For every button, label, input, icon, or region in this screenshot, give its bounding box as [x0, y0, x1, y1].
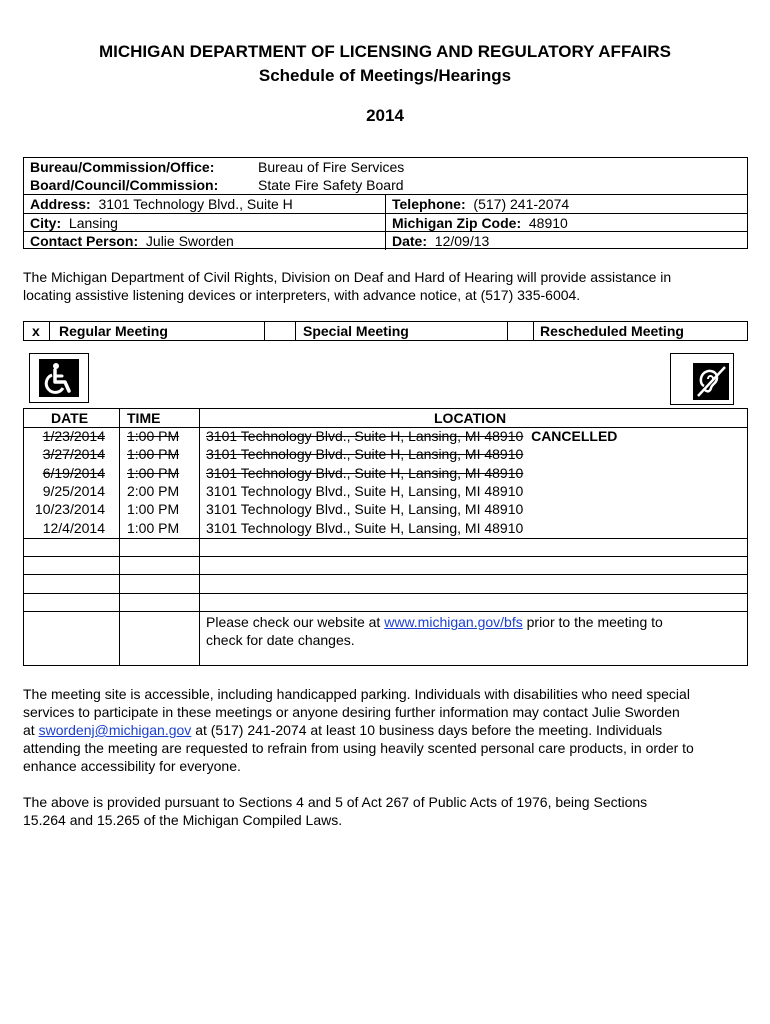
row-time: 1:00 PM	[127, 520, 180, 536]
address-value: 3101 Technology Blvd., Suite H	[98, 196, 293, 212]
board-label: Board/Council/Commission:	[30, 177, 219, 193]
row-date: 10/23/2014	[34, 501, 105, 517]
access-line: enhance accessibility for everyone.	[23, 758, 241, 774]
row-time: 2:00 PM	[127, 483, 180, 499]
notice-line: The Michigan Department of Civil Rights, Division on Deaf and Hard of Hearing will provide assistance in	[23, 269, 672, 285]
row-time: 1:00 PM	[127, 501, 180, 517]
row-location: 3101 Technology Blvd., Suite H, Lansing, MI 48910	[206, 428, 524, 444]
row-date: 6/19/2014	[42, 465, 105, 481]
bfs-website-link[interactable]: www.michigan.gov/bfs	[384, 614, 523, 630]
wheelchair-icon	[29, 353, 89, 403]
city-label: City:	[30, 215, 62, 231]
legal-paragraph	[23, 793, 748, 829]
access-line: services to participate in these meetings or anyone desiring further information may contact Julie Sworden	[23, 704, 680, 720]
row-time: 1:00 PM	[127, 465, 180, 481]
agency-info-box	[23, 157, 748, 249]
website-note-line2: check for date changes.	[206, 632, 355, 648]
row-date: 9/25/2014	[42, 483, 105, 499]
bureau-value: Bureau of Fire Services	[258, 159, 405, 175]
row-location: 3101 Technology Blvd., Suite H, Lansing, MI 48910	[206, 501, 524, 517]
date-value: 12/09/13	[434, 233, 490, 249]
accessibility-paragraph	[23, 685, 748, 775]
access-line: attending the meeting are requested to refrain from using heavily scented personal care products, in order to	[23, 740, 694, 756]
row-time: 1:00 PM	[127, 428, 180, 444]
board-value: State Fire Safety Board	[258, 177, 404, 193]
rescheduled-meeting-label: Rescheduled Meeting	[540, 323, 684, 339]
row-location: 3101 Technology Blvd., Suite H, Lansing, MI 48910	[206, 520, 524, 536]
row-location: 3101 Technology Blvd., Suite H, Lansing, MI 48910	[206, 465, 524, 481]
schedule-year: 2014	[366, 106, 404, 125]
col-date-header: DATE	[51, 410, 89, 426]
telephone-label: Telephone:	[392, 196, 466, 212]
website-note-suffix: prior to the meeting to	[522, 614, 663, 630]
deaf-notice-paragraph	[23, 268, 748, 304]
row-time: 1:00 PM	[127, 446, 180, 462]
contact-email-link[interactable]: swordenj@michigan.gov	[38, 722, 192, 738]
telephone-value: (517) 241-2074	[473, 196, 570, 212]
regular-checkbox-mark[interactable]: x	[32, 323, 40, 339]
zip-label: Michigan Zip Code:	[392, 215, 522, 231]
col-location-header: LOCATION	[434, 410, 507, 426]
row-date: 3/27/2014	[42, 446, 105, 462]
special-meeting-label: Special Meeting	[303, 323, 409, 339]
contact-label: Contact Person:	[30, 233, 139, 249]
hearing-assist-icon	[670, 353, 734, 405]
city-value: Lansing	[68, 215, 118, 231]
address-label: Address:	[30, 196, 91, 212]
contact-value: Julie Sworden	[145, 233, 234, 249]
bureau-label: Bureau/Commission/Office:	[30, 159, 215, 175]
website-note-prefix: Please check our website at	[206, 614, 385, 630]
document-title: MICHIGAN DEPARTMENT OF LICENSING AND REGULATORY AFFAIRS	[98, 42, 672, 61]
notice-line: locating assistive listening devices or interpreters, with advance notice, at (517) 335-6004.	[23, 287, 581, 303]
schedule-table	[23, 408, 748, 666]
row-date: 1/23/2014	[42, 428, 105, 444]
zip-value: 48910	[528, 215, 568, 231]
cancelled-note: CANCELLED	[531, 428, 618, 444]
legal-line: The above is provided pursuant to Sections 4 and 5 of Act 267 of Public Acts of 1976, being Sections	[23, 794, 648, 810]
row-location: 3101 Technology Blvd., Suite H, Lansing, MI 48910	[206, 483, 524, 499]
access-line-prefix: at	[23, 722, 39, 738]
meeting-type-bar	[23, 321, 748, 341]
website-note	[206, 613, 663, 649]
col-time-header: TIME	[127, 410, 161, 426]
regular-meeting-label: Regular Meeting	[59, 323, 168, 339]
row-date: 12/4/2014	[42, 520, 105, 536]
legal-line: 15.264 and 15.265 of the Michigan Compiled Laws.	[23, 812, 343, 828]
access-line-suffix: at (517) 241-2074 at least 10 business days before the meeting. Individuals	[191, 722, 663, 738]
date-label: Date:	[392, 233, 428, 249]
row-location: 3101 Technology Blvd., Suite H, Lansing, MI 48910	[206, 446, 524, 462]
access-line: The meeting site is accessible, including handicapped parking. Individuals with disabilities who need special	[23, 686, 690, 702]
document-subtitle: Schedule of Meetings/Hearings	[258, 66, 512, 85]
